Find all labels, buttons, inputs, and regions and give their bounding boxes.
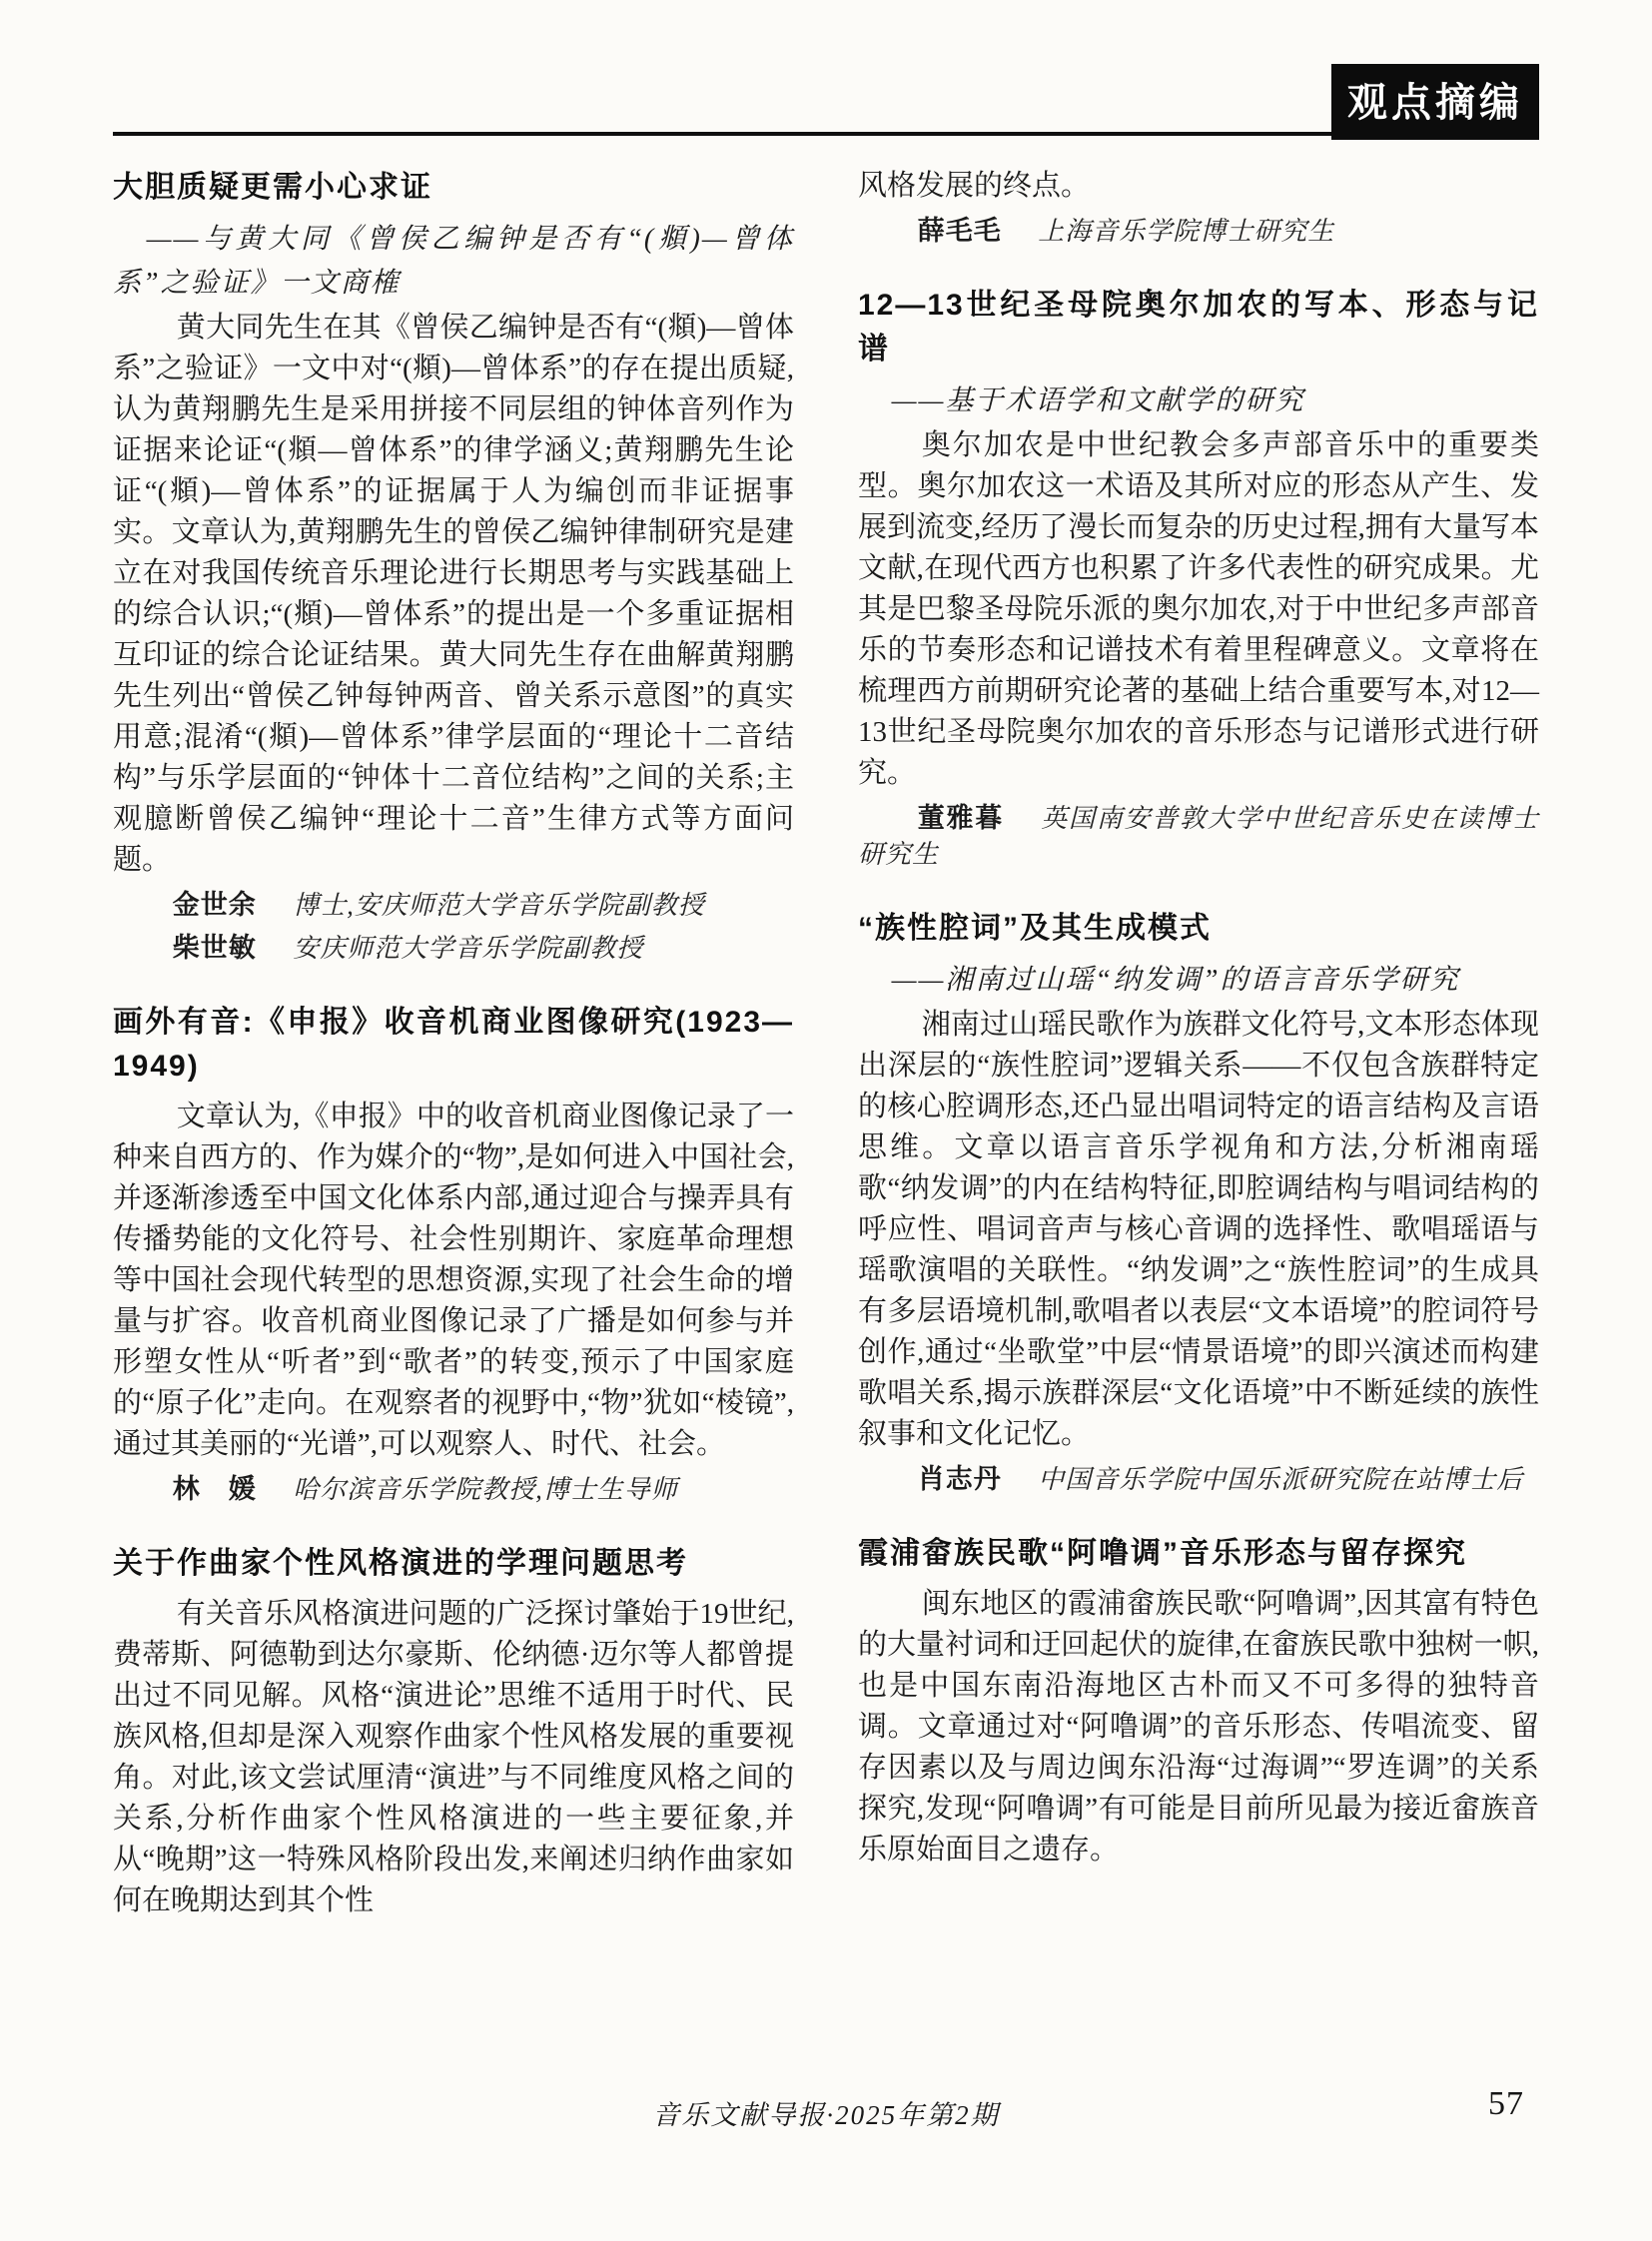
article-5: [858, 907, 1539, 1498]
article-3: [113, 1542, 794, 1921]
author-name: 金世余: [172, 890, 257, 920]
article-4-author-1: [858, 800, 1539, 873]
article-1-author-1: [113, 887, 794, 924]
article-4-abstract: 奥尔加农是中世纪教会多声部音乐中的重要类型。奥尔加农这一术语及其所对应的形态从产生、发展到流变,经历了漫长而复杂的历史过程,拥有大量写本文献,在现代西方也积累了许多代表性的研究成果。尤其是巴黎圣母院乐派的奥尔加农,对于中世纪多声部音乐的节奏形态和记谱技术有着里程碑意义。文章将在梳理西方前期研究论著的基础上结合重要写本,对12—13世纪圣母院奥尔加农的音乐形态与记谱形式进行研究。: [858, 429, 1539, 789]
article-3-title: 关于作曲家个性风格演进的学理问题思考: [113, 1547, 688, 1580]
article-6-abstract: 闽东地区的霞浦畲族民歌“阿噜调”,因其富有特色的大量衬词和迂回起伏的旋律,在畲族民歌中独树一帜,也是中国东南沿海地区古朴而又不可多得的独特音调。文章通过对“阿噜调”的音乐形态、传唱流变、留存因素以及与周边闽东沿海“过海调”“罗连调”的关系探究,发现“阿噜调”有可能是目前所见最为接近畲族音乐原始面目之遗存。: [858, 1588, 1539, 1866]
section-badge: 观点摘编: [1331, 64, 1539, 140]
article-1: [113, 166, 794, 967]
article-3-author-1: [858, 213, 1539, 250]
author-affiliation: 博士,安庆师范大学音乐学院副教授: [293, 891, 705, 920]
footer-page-number: 57: [1488, 2085, 1524, 2122]
article-5-abstract: 湘南过山瑶民歌作为族群文化符号,文本形态体现出深层的“族性腔词”逻辑关系——不仅包含族群特定的核心腔调形态,还凸显出唱词特定的语言结构及言语思维。文章以语言音乐学视角和方法,分析湘南瑶歌“纳发调”的内在结构特征,即腔调结构与唱词结构的呼应性、唱词音声与核心音调的选择性、歌唱瑶语与瑶歌演唱的关联性。“纳发调”之“族性腔词”的生成具有多层语境机制,歌唱者以表层“文本语境”的腔词符号创作,通过“坐歌堂”中层“情景语境”的即兴演述而构建歌唱关系,揭示族群深层“文化语境”中不断延续的族性叙事和文化记忆。: [858, 1009, 1539, 1450]
article-5-subtitle: ——湘南过山瑶“纳发调”的语言音乐学研究: [891, 965, 1460, 996]
author-name: 薛毛毛: [917, 216, 1002, 246]
article-3-abstract-continued: 风格发展的终点。: [858, 170, 1091, 202]
article-1-author-2: [113, 930, 794, 967]
article-4-title: 12—13世纪圣母院奥尔加农的写本、形态与记谱: [858, 289, 1539, 366]
article-3-continuation: [858, 166, 1539, 250]
article-2-title: 画外有音:《申报》收音机商业图像研究(1923—1949): [113, 1006, 794, 1083]
author-name: 柴世敏: [172, 933, 257, 963]
article-2-author-1: [113, 1471, 794, 1508]
article-2-abstract: 文章认为,《申报》中的收音机商业图像记录了一种来自西方的、作为媒介的“物”,是如何进入中国社会,并逐渐渗透至中国文化体系内部,通过迎合与操弄具有传播势能的文化符号、社会性别期许、家庭革命理想等中国社会现代转型的思想资源,实现了社会生命的增量与扩容。收音机商业图像记录了广播是如何参与并形塑女性从“听者”到“歌者”的转变,预示了中国家庭的“原子化”走向。在观察者的视野中,“物”犹如“棱镜”,通过其美丽的“光谱”,可以观察人、时代、社会。: [113, 1101, 794, 1460]
left-column: [113, 166, 794, 1921]
author-affiliation: 上海音乐学院博士研究生: [1038, 217, 1335, 246]
author-affiliation: 英国南安普敦大学中世纪音乐史在读博士研究生: [858, 804, 1539, 869]
author-affiliation: 安庆师范大学音乐学院副教授: [293, 934, 644, 963]
article-6: [858, 1532, 1539, 1870]
article-1-subtitle: ——与黄大同《曾侯乙编钟是否有“(頫)—曾体系”之验证》一文商榷: [113, 224, 794, 299]
footer-journal-title: 音乐文献导报·2025年第2期: [652, 2100, 1000, 2130]
author-name: 肖志丹: [917, 1464, 1002, 1494]
right-column: [858, 166, 1539, 1870]
article-4-subtitle: ——基于术语学和文献学的研究: [891, 385, 1305, 416]
author-name: 林 媛: [172, 1474, 257, 1504]
author-affiliation: 哈尔滨音乐学院教授,博士生导师: [293, 1475, 678, 1504]
header-rule: [113, 132, 1539, 136]
article-2: [113, 1001, 794, 1508]
article-5-author-1: [858, 1461, 1539, 1498]
author-name: 董雅暮: [917, 803, 1005, 833]
article-1-title: 大胆质疑更需小心求证: [113, 171, 432, 204]
article-4: [858, 284, 1539, 873]
author-affiliation: 中国音乐学院中国乐派研究院在站博士后: [1038, 1465, 1524, 1494]
article-5-title: “族性腔词”及其生成模式: [858, 912, 1212, 945]
article-1-abstract: 黄大同先生在其《曾侯乙编钟是否有“(頫)—曾体系”之验证》一文中对“(頫)—曾体系”的存在提出质疑,认为黄翔鹏先生是采用拼接不同层组的钟体音列作为证据来论证“(頫—曾体系”的律学涵义;黄翔鹏先生论证“(頫)—曾体系”的证据属于人为编创而非证据事实。文章认为,黄翔鹏先生的曾侯乙编钟律制研究是建立在对我国传统音乐理论进行长期思考与实践基础上的综合认识;“(頫)—曾体系”的提出是一个多重证据相互印证的综合论证结果。黄大同先生存在曲解黄翔鹏先生列出“曾侯乙钟每钟两音、曾关系示意图”的真实用意;混淆“(頫)—曾体系”律学层面的“理论十二音结构”与乐学层面的“钟体十二音位结构”之间的关系;主观臆断曾侯乙编钟“理论十二音”生律方式等方面问题。: [113, 312, 794, 876]
article-3-abstract: 有关音乐风格演进问题的广泛探讨肇始于19世纪,费蒂斯、阿德勒到达尔豪斯、伦纳德·迈尔等人都曾提出过不同见解。风格“演进论”思维不适用于时代、民族风格,但却是深入观察作曲家个性风格发展的重要视角。对此,该文尝试厘清“演进”与不同维度风格之间的关系,分析作曲家个性风格演进的一些主要征象,并从“晚期”这一特殊风格阶段出发,来阐述归纳作曲家如何在晚期达到其个性: [113, 1598, 794, 1916]
article-6-title: 霞浦畲族民歌“阿噜调”音乐形态与留存探究: [858, 1537, 1467, 1570]
